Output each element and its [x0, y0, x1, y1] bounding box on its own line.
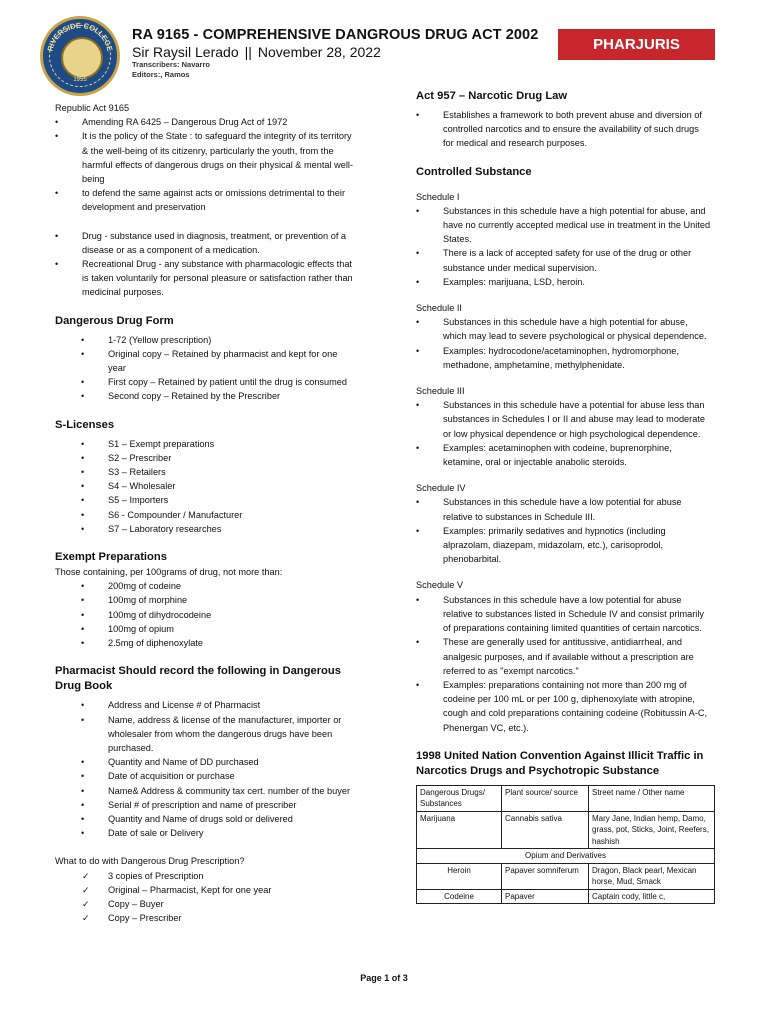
- table-header-cell: Street name / Other name: [589, 785, 715, 811]
- list-item: ✓ Copy – Buyer: [55, 897, 355, 911]
- list-item: • Name& Address & community tax cert. number of the buyer: [55, 784, 355, 798]
- list-item: • Amending RA 6425 – Dangerous Drug Act of 1972: [55, 115, 355, 129]
- list-item: • Substances in this schedule have a high potential for abuse, which may lead to severe psychological or physical dependence.: [416, 315, 712, 343]
- list-item: • Examples: marijuana, LSD, heroin.: [416, 275, 712, 289]
- list-item: • S6 - Compounder / Manufacturer: [55, 508, 355, 522]
- list-item: ✓ Original – Pharmacist, Kept for one year: [55, 883, 355, 897]
- table-cell: Codeine: [417, 889, 502, 904]
- list-item: • These are generally used for antitussive, antidiarrheal, and analgesic purposes, and if available without a prescription are referred to as "exempt narcotics.": [416, 635, 712, 678]
- license-list: [55, 437, 355, 536]
- list-item: • Address and License # of Pharmacist: [55, 698, 355, 712]
- lecture-date: November 28, 2022: [257, 44, 381, 60]
- act-heading: Act 957 – Narcotic Drug Law: [416, 90, 568, 102]
- act-list: [416, 108, 712, 151]
- schedule-sections: [416, 190, 712, 735]
- list-item: • S3 – Retailers: [55, 465, 355, 479]
- editors-label: Editors:, Ramos: [132, 70, 190, 79]
- list-item: • to defend the same against acts or omissions detrimental to their development and preservation: [55, 186, 355, 214]
- schedule-title: Schedule V: [416, 580, 463, 591]
- form-heading: Dangerous Drug Form: [55, 314, 174, 327]
- table-cell: Papaver somniferum: [502, 863, 589, 889]
- table-section-row: [417, 849, 715, 864]
- schedule-list: [416, 593, 712, 735]
- table-cell: Cannabis sativa: [502, 811, 589, 849]
- controlled-substance-heading: Controlled Substance: [416, 165, 532, 178]
- svg-text:1955: 1955: [73, 77, 87, 83]
- list-item: • S1 – Exempt preparations: [55, 437, 355, 451]
- intro-title: Republic Act 9165: [55, 103, 130, 113]
- schedule-title: Schedule I: [416, 191, 460, 202]
- left-column: [55, 101, 355, 925]
- list-item: • 200mg of codeine: [55, 579, 355, 593]
- list-item: • Second copy – Retained by the Prescriber: [55, 389, 355, 403]
- list-item: • S4 – Wholesaler: [55, 479, 355, 493]
- record-list: [55, 698, 355, 840]
- record-heading: Pharmacist Should record the following in Dangerous Drug Book: [55, 665, 341, 693]
- table-header-cell: Plant source/ source: [502, 785, 589, 811]
- separator: ||: [244, 44, 252, 60]
- list-item: • Substances in this schedule have a high potential for abuse, and have no currently accepted medical use in treatment in the United States.: [416, 204, 712, 247]
- list-item: • Establishes a framework to both prevent abuse and diversion of controlled narcotics and to ensure the availability of such drugs for medical and research purposes.: [416, 108, 712, 151]
- list-item: • Quantity and Name of DD purchased: [55, 755, 355, 769]
- list-item: • First copy – Retained by patient until the drug is consumed: [55, 375, 355, 389]
- dangerous-drugs-table: [416, 785, 715, 905]
- table-header-cell: Dangerous Drugs/ Substances: [417, 785, 502, 811]
- right-column: [416, 89, 712, 904]
- un-convention-heading: 1998 United Nation Convention Against Illicit Traffic in Narcotics Drugs and Psychotropic Substance: [416, 749, 704, 777]
- license-heading: S-Licenses: [55, 418, 115, 431]
- form-list: [55, 333, 355, 404]
- schedule-list: [416, 204, 712, 289]
- list-item: • Date of acquisition or purchase: [55, 769, 355, 783]
- todo-list: [55, 869, 355, 926]
- list-item: • 100mg of morphine: [55, 593, 355, 607]
- todo-heading: What to do with Dangerous Drug Prescription?: [55, 856, 245, 867]
- list-item: • It is the policy of the State : to safeguard the integrity of its territory & the well-being of its citizenry, particularly the youth, from the harmful effects of dangerous drugs on their physical & mental well-being: [55, 129, 355, 186]
- list-item: • Serial # of prescription and name of prescriber: [55, 798, 355, 812]
- table-row: [417, 889, 715, 904]
- document-title: RA 9165 - COMPREHENSIVE DANGROUS DRUG ACT 2002: [132, 27, 539, 43]
- list-item: ✓ Copy – Prescriber: [55, 911, 355, 925]
- list-item: • Quantity and Name of drugs sold or delivered: [55, 812, 355, 826]
- college-seal-logo: [40, 16, 120, 96]
- definition-list: [55, 229, 355, 300]
- list-item: • S2 – Prescriber: [55, 451, 355, 465]
- list-item: • 2.5mg of diphenoxylate: [55, 636, 355, 650]
- table-cell: Dragon, Black pearl, Mexican horse, Mud, Smack: [589, 863, 715, 889]
- list-item: • Examples: acetaminophen with codeine, buprenorphine, ketamine, oral or injectable anabolic steroids.: [416, 441, 712, 469]
- list-item: • 1-72 (Yellow prescription): [55, 333, 355, 347]
- exempt-intro: Those containing, per 100grams of drug, not more than:: [55, 567, 283, 578]
- list-item: • Recreational Drug - any substance with pharmacologic effects that is taken voluntarily for personal pleasure or satisfaction rather than medicinal purposes.: [55, 257, 355, 300]
- subject-badge: PHARJURIS: [558, 29, 715, 60]
- list-item: • S7 – Laboratory researches: [55, 522, 355, 536]
- list-item: • Examples: hydrocodone/acetaminophen, hydromorphone, methadone, amphetamine, methylphenidate.: [416, 344, 712, 372]
- schedule-list: [416, 495, 712, 566]
- table-header-row: [417, 785, 715, 811]
- list-item: • 100mg of opium: [55, 622, 355, 636]
- list-item: • Examples: primarily sedatives and hypnotics (including alprazolam, diazepam, midazolam, etc.), carisoprodol, phenobarbital.: [416, 524, 712, 567]
- table-section-cell: Opium and Derivatives: [417, 849, 715, 864]
- list-item: • Original copy – Retained by pharmacist and kept for one year: [55, 347, 355, 375]
- list-item: • S5 – Importers: [55, 493, 355, 507]
- page-footer: Page 1 of 3: [360, 973, 408, 983]
- table-cell: Papaver: [502, 889, 589, 904]
- table-cell: Marijuana: [417, 811, 502, 849]
- schedule-title: Schedule III: [416, 386, 465, 397]
- transcribers-label: Transcribers: Navarro: [132, 60, 210, 69]
- schedule-list: [416, 398, 712, 469]
- svg-text:RIVERSIDE COLLEGE: RIVERSIDE COLLEGE: [45, 20, 115, 53]
- schedule-title: Schedule IV: [416, 483, 466, 494]
- table-row: [417, 811, 715, 849]
- table-cell: Captain cody, little c,: [589, 889, 715, 904]
- intro-list: [55, 115, 355, 214]
- table-row: [417, 863, 715, 889]
- table-cell: Mary Jane, Indian hemp, Damo, grass, pot, Sticks, Joint, Reefers, hashish: [589, 811, 715, 849]
- list-item: • Examples: preparations containing not more than 200 mg of codeine per 100 mL or per 100 g, diphenoxylate with atropine, cough and cold preparations containing codeine (Robitussin A-C, Phenergan VC, etc.).: [416, 678, 712, 735]
- lecturer-line: [132, 44, 381, 60]
- list-item: • Substances in this schedule have a potential for abuse less than substances in Schedules I or II and abuse may lead to moderate or low physical dependence or high psychological dependence.: [416, 398, 712, 441]
- schedule-list: [416, 315, 712, 372]
- list-item: • 100mg of dihydrocodeine: [55, 608, 355, 622]
- list-item: • Substances in this schedule have a low potential for abuse relative to substances in Schedule III.: [416, 495, 712, 523]
- table-cell: Heroin: [417, 863, 502, 889]
- exempt-heading: Exempt Preparations: [55, 551, 167, 564]
- list-item: • Drug - substance used in diagnosis, treatment, or prevention of a disease or as a component of a medication.: [55, 229, 355, 257]
- exempt-list: [55, 579, 355, 650]
- list-item: • There is a lack of accepted safety for use of the drug or other substance under medical supervision.: [416, 246, 712, 274]
- lecturer-name: Sir Raysil Lerado: [132, 44, 239, 60]
- list-item: • Name, address & license of the manufacturer, importer or wholesaler from whom the dangerous drugs have been purchased.: [55, 713, 355, 756]
- list-item: • Date of sale or Delivery: [55, 826, 355, 840]
- list-item: ✓ 3 copies of Prescription: [55, 869, 355, 883]
- list-item: • Substances in this schedule have a low potential for abuse relative to substances listed in Schedule IV and consist primarily of preparations containing limited quantities of certain narcotics.: [416, 593, 712, 636]
- schedule-title: Schedule II: [416, 303, 462, 314]
